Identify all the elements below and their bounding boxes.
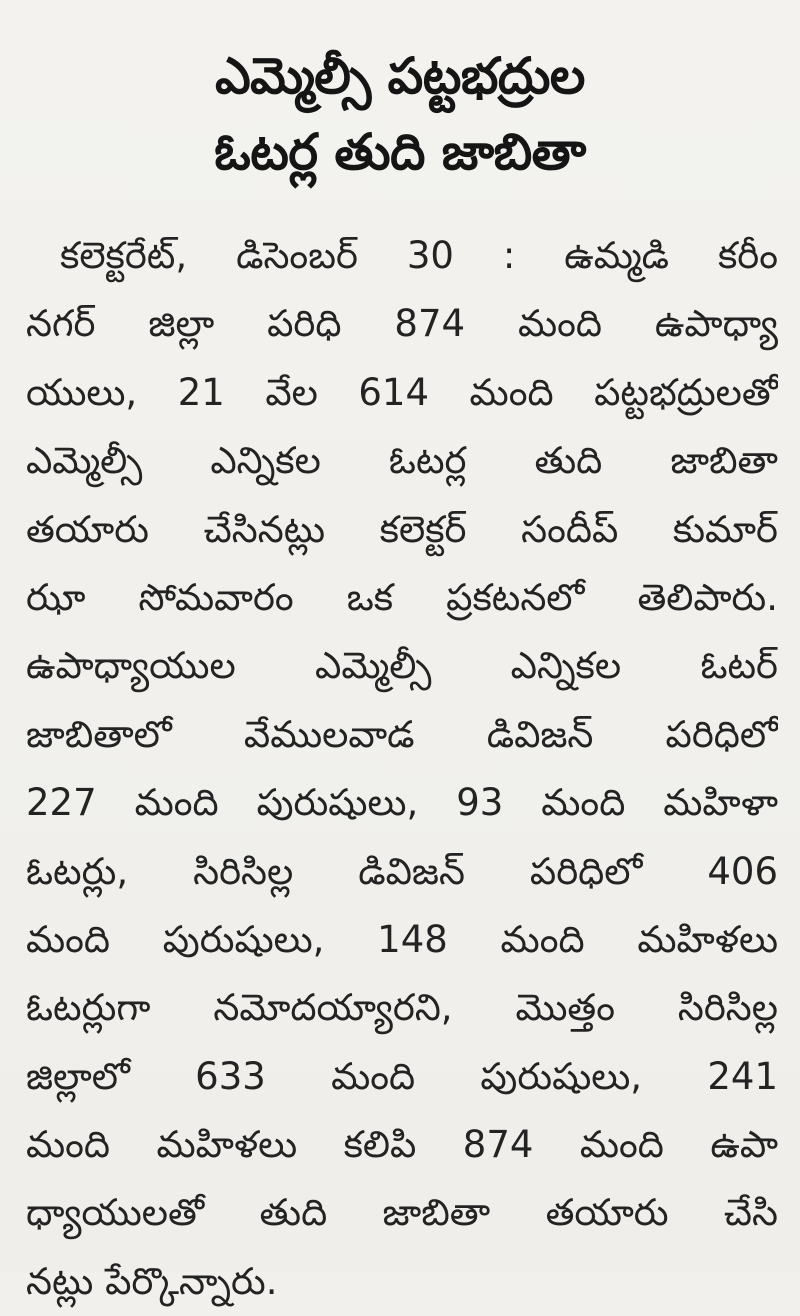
body-line-13: జిల్లాలో 633 మంది పురుషులు, 241 <box>26 1054 778 1098</box>
body-line-10: ఓటర్లు, సిరిసిల్ల డివిజన్ పరిధిలో 406 <box>26 849 778 893</box>
body-line-2: నగర్ జిల్లా పరిధి 874 మంది ఉపాధ్యా <box>26 302 778 346</box>
body-line-1: కలెక్టరేట్, డిసెంబర్ 30 : ఉమ్మడి కరీం <box>60 234 778 277</box>
article-body <box>26 222 778 1316</box>
body-line-11: మంది పురుషులు, 148 మంది మహిళలు <box>26 917 778 961</box>
body-line-14: మంది మహిళలు కలిపి 874 మంది ఉపా <box>26 1123 778 1167</box>
body-line-16: నట్లు పేర్కొన్నారు. <box>26 1259 278 1303</box>
article-headline <box>40 38 760 190</box>
body-line-8: జాబితాలో వేములవాడ డివిజన్ పరిధిలో <box>26 712 778 756</box>
headline-line-2: ఓటర్ల తుది జాబితా <box>214 123 586 181</box>
body-line-7: ఉపాధ్యాయుల ఎమ్మెల్సీ ఎన్నికల ఓటర్ <box>26 644 778 688</box>
body-line-5: తయారు చేసినట్లు కలెక్టర్ సందీప్ కుమార్ <box>26 507 778 551</box>
body-line-3: యులు, 21 వేల 614 మంది పట్టభద్రులతో <box>26 370 778 414</box>
headline-line-1: ఎమ్మెల్సీ పట్టభద్రుల <box>215 47 585 105</box>
body-line-9: 227 మంది పురుషులు, 93 మంది మహిళా <box>26 781 778 825</box>
body-line-15: ధ్యాయులతో తుది జాబితా తయారు చేసి <box>26 1191 778 1235</box>
body-line-6: ఝా సోమవారం ఒక ప్రకటనలో తెలిపారు. <box>26 575 778 619</box>
body-line-12: ఓటర్లుగా నమోదయ్యారని, మొత్తం సిరిసిల్ల <box>26 986 778 1030</box>
body-line-4: ఎమ్మెల్సీ ఎన్నికల ఓటర్ల తుది జాబితా <box>26 439 778 483</box>
